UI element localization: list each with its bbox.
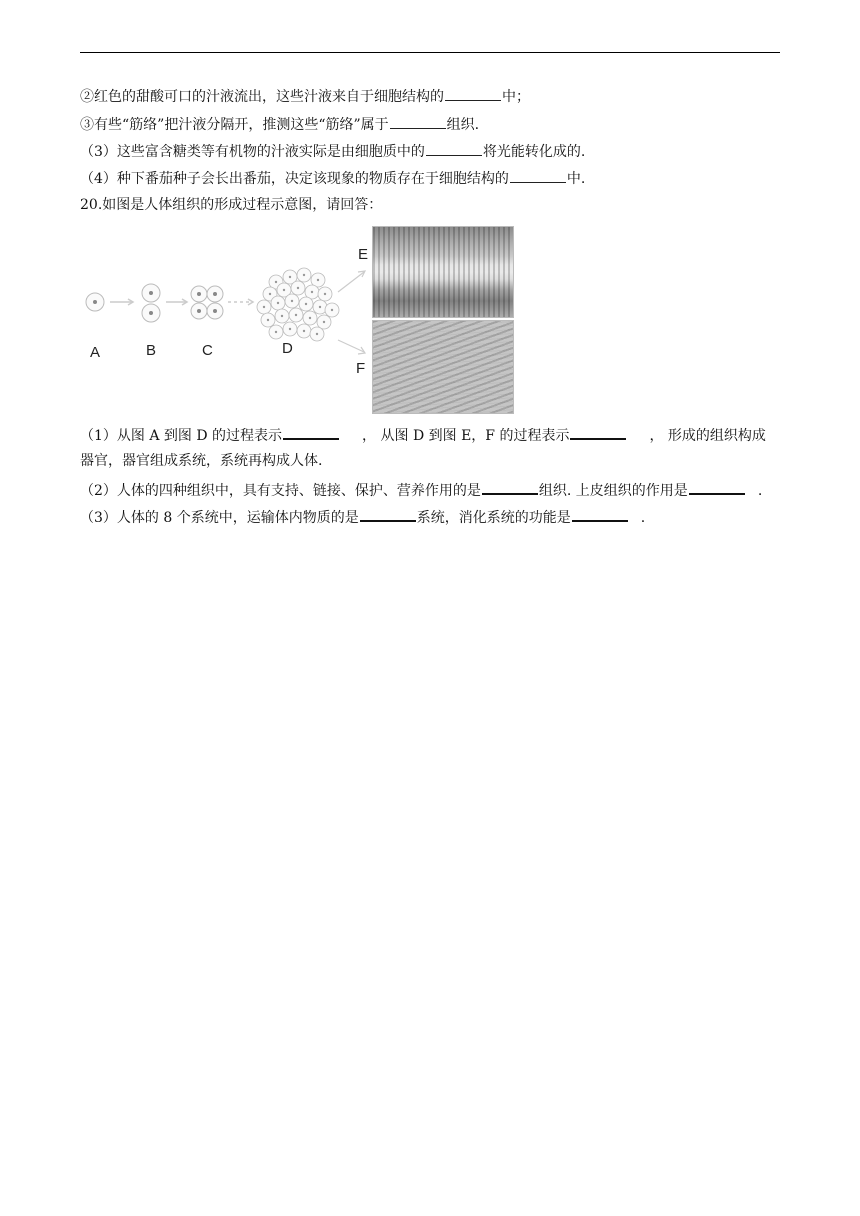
cell-b xyxy=(142,284,160,322)
label-c: C xyxy=(202,342,213,359)
q2-text-a: （2）人体的四种组织中，具有支持、链接、保护、营养作用的是 xyxy=(80,483,481,499)
muscle-tissue-image xyxy=(372,320,514,414)
q1-text-a: （1）从图 A 到图 D 的过程表示 xyxy=(80,428,283,444)
answer-blank[interactable] xyxy=(390,114,446,129)
answer-blank[interactable] xyxy=(445,86,501,101)
arrow-icon xyxy=(166,299,187,305)
line-1-text: ②红色的甜酸可口的汁液流出，这些汁液来自于细胞结构的 xyxy=(80,89,444,105)
label-a: A xyxy=(90,344,101,361)
answer-blank[interactable] xyxy=(510,168,566,183)
line-3-text: （3）这些富含糖类等有机物的汁液实际是由细胞质中的 xyxy=(80,144,425,160)
q1-text-c: ， 形成的组织构成 xyxy=(649,428,766,444)
tissue-formation-figure xyxy=(80,222,520,414)
epithelial-tissue-image xyxy=(372,226,514,318)
question-20-part-1-cont: 器官，器官组成系统，系统再构成人体. xyxy=(80,453,323,469)
line-2-text: ③有些“筋络”把汁液分隔开，推测这些“筋络”属于 xyxy=(80,117,389,133)
cell-d-cluster xyxy=(257,268,339,341)
question-20-part-1 xyxy=(80,424,780,446)
answer-blank[interactable] xyxy=(689,479,745,495)
label-d: D xyxy=(282,340,293,357)
answer-blank[interactable] xyxy=(426,141,482,156)
nucleus xyxy=(93,300,97,304)
q2-text-c: . xyxy=(757,483,763,499)
q3-text-c: . xyxy=(640,510,646,526)
text-line-3 xyxy=(80,141,780,162)
q3-text-b: 系统，消化系统的功能是 xyxy=(416,510,571,526)
line-1-tail: 中； xyxy=(502,89,530,105)
text-line-2 xyxy=(80,114,780,135)
label-f: F xyxy=(356,360,366,377)
question-20-part-3 xyxy=(80,506,780,528)
arrow-icon xyxy=(338,271,365,354)
line-4-tail: 中. xyxy=(566,171,586,187)
answer-blank[interactable] xyxy=(572,506,628,522)
arrow-icon xyxy=(110,299,133,305)
question-20-title: 20.如图是人体组织的形成过程示意图，请回答： xyxy=(80,197,383,213)
answer-blank[interactable] xyxy=(570,424,626,440)
line-2-tail: 组织. xyxy=(446,117,480,133)
answer-blank[interactable] xyxy=(360,506,416,522)
header-rule xyxy=(80,52,780,53)
line-3-tail: 将光能转化成的. xyxy=(482,144,586,160)
question-20-part-2 xyxy=(80,479,780,501)
arrow-icon xyxy=(228,299,253,305)
label-b: B xyxy=(146,342,157,359)
q2-text-b: 组织. 上皮组织的作用是 xyxy=(538,483,688,499)
q1-text-b: ， 从图 D 到图 E，F 的过程表示 xyxy=(362,428,570,444)
line-4-text: （4）种下番茄种子会长出番茄，决定该现象的物质存在于细胞结构的 xyxy=(80,171,509,187)
cell-division-diagram xyxy=(80,222,370,414)
label-e: E xyxy=(358,246,369,263)
q3-text-a: （3）人体的 8 个系统中，运输体内物质的是 xyxy=(80,510,359,526)
text-line-4 xyxy=(80,168,780,189)
cell-c xyxy=(191,286,223,319)
text-line-1 xyxy=(80,86,780,107)
answer-blank[interactable] xyxy=(482,479,538,495)
answer-blank[interactable] xyxy=(283,424,339,440)
